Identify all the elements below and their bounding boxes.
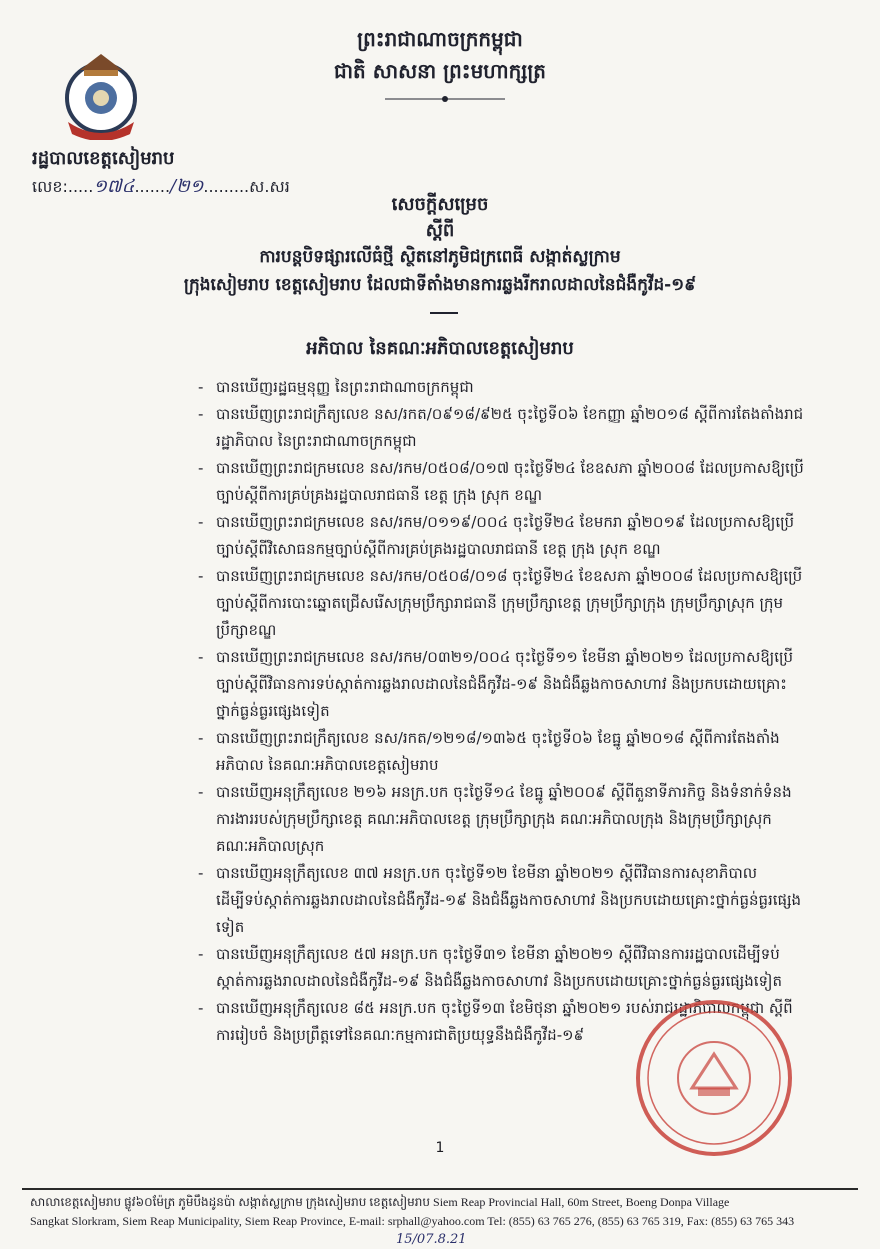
list-item: - បានឃើញព្រះរាជក្រឹត្យលេខ នស/រកត/០៩១៨/៩២៥ ចុះថ្ងៃទី០៦ ខែកញ្ញា ឆ្នាំ២០១៨ ស្តីពីការតែងតាំងរាជរដ្ឋាភិបាល នៃព្រះរាជាណាចក្រកម្ពុជា <box>198 405 804 450</box>
list-item: - បានឃើញព្រះរាជក្រមលេខ នស/រកម/០៣២១/០០៤ ចុះថ្ងៃទី១១ ខែមីនា ឆ្នាំ២០២១ ដែលប្រកាសឱ្យប្រើច្បាប់ស្តីពីវិធានការទប់ស្កាត់ការឆ្លងរាលដាលនៃជំងឺកូវីដ-១៩ និងជំងឺឆ្លងកាចសាហាវ និងប្រកបដោយគ្រោះថ្នាក់ធ្ងន់ធ្ងរផ្សេងទៀត <box>198 648 793 720</box>
kingdom-motto: ជាតិ សាសនា ព្រះមហាក្សត្រ <box>334 59 546 83</box>
official-stamp-icon <box>632 996 796 1160</box>
reference-number-handwritten: ១៧៤ <box>93 176 135 197</box>
legal-basis-list <box>198 374 808 1049</box>
reference-code: ស.សរ <box>249 177 290 196</box>
reference-number: លេខ:.....១៧៤......./២១.........ស.សរ <box>32 176 290 197</box>
page-number: 1 <box>435 1140 445 1156</box>
kingdom-title: ព្រះរាជាណាចក្រកម្ពុជា <box>357 27 523 51</box>
authority-heading: អភិបាល នៃគណៈអភិបាលខេត្តសៀមរាប <box>306 338 574 359</box>
list-item: - បានឃើញព្រះរាជក្រឹត្យលេខ នស/រកត/១២១៨/១៣៦៥ ចុះថ្ងៃទី០៦ ខែធ្នូ ឆ្នាំ២០១៨ ស្តីពីការតែងតាំងអភិបាល នៃគណៈអភិបាលខេត្តសៀមរាប <box>198 729 780 774</box>
ornament-divider <box>385 94 505 104</box>
footer-address-line-1: សាលាខេត្តសៀមរាប ផ្លូវ៦០ម៉ែត្រ ភូមិបឹងដូនប៉ា សង្កាត់ស្លក្រាម ក្រុងសៀមរាប ខេត្តសៀមរាប Siem Reap Provincial Hall, 60m Street, Boeng Donpa Village <box>30 1195 730 1209</box>
handwritten-date: 15/07.8.21 <box>396 1232 467 1247</box>
reference-label: លេខ: <box>32 177 68 196</box>
list-item: - បានឃើញអនុក្រឹត្យលេខ ៥៧ អនក្រ.បក ចុះថ្ងៃទី៣១ ខែមីនា ឆ្នាំ២០២១ ស្តីពីវិធានការរដ្ឋបាលដើម្បីទប់ស្កាត់ការឆ្លងរាលដាលនៃជំងឺកូវីដ-១៩ និងជំងឺឆ្លងកាចសាហាវ និងប្រកបដោយគ្រោះថ្នាក់ធ្ងន់ធ្ងរផ្សេងទៀត <box>198 945 783 990</box>
list-item: - បានឃើញព្រះរាជក្រមលេខ នស/រកម/០១១៩/០០៤ ចុះថ្ងៃទី២៤ ខែមករា ឆ្នាំ២០១៩ ដែលប្រកាសឱ្យប្រើច្បាប់ស្តីពីវិសោធនកម្មច្បាប់ស្តីពីការគ្រប់គ្រងរដ្ឋបាលរាជធានី ខេត្ត ក្រុង ស្រុក ខណ្ឌ <box>198 513 795 558</box>
list-item: - បានឃើញរដ្ឋធម្មនុញ្ញ នៃព្រះរាជាណាចក្រកម្ពុជា <box>198 378 474 396</box>
reference-year: /២១ <box>170 176 204 197</box>
provincial-seal-icon <box>60 48 142 140</box>
list-item: - បានឃើញព្រះរាជក្រមលេខ នស/រកម/០៥០៨/០១៧ ចុះថ្ងៃទី២៤ ខែឧសភា ឆ្នាំ២០០៨ ដែលប្រកាសឱ្យប្រើច្បាប់ស្តីពីការគ្រប់គ្រងរដ្ឋបាលរាជធានី ខេត្ត ក្រុង ស្រុក ខណ្ឌ <box>198 459 804 504</box>
subject-line-2: ក្រុងសៀមរាប ខេត្តសៀមរាប ដែលជាទីតាំងមានការឆ្លងរីករាលដាលនៃជំងឺកូវីដ-១៩ <box>183 275 697 295</box>
list-item: - បានឃើញអនុក្រឹត្យលេខ ៨៥ អនក្រ.បក ចុះថ្ងៃទី១៣ ខែមិថុនា ឆ្នាំ២០២១ របស់រាជរដ្ឋាភិបាលកម្ពុជា ស្តីពីការរៀបចំ និងប្រព្រឹត្តទៅនៃគណៈកម្មការជាតិប្រយុទ្ធនឹងជំងឺកូវីដ-១៩ <box>198 999 793 1044</box>
document-on: ស្តីពី <box>425 220 455 241</box>
list-item: - បានឃើញអនុក្រឹត្យលេខ ២១៦ អនក្រ.បក ចុះថ្ងៃទី១៤ ខែធ្នូ ឆ្នាំ២០០៩ ស្តីពីតួនាទីភារកិច្ច និងទំនាក់ទំនងការងាររបស់ក្រុមប្រឹក្សាខេត្ត គណៈអភិបាលខេត្ត ក្រុមប្រឹក្សាក្រុង គណៈអភិបាលក្រុង និងក្រុមប្រឹក្សាស្រុក គណៈអភិបាលស្រុក <box>198 783 792 855</box>
footer-address-line-2: Sangkat Slorkram, Siem Reap Municipality, Siem Reap Province, E-mail: srphall@yahoo.com Tel: (855) 63 765 276, (855) 63 765 319, Fax: (855) 63 765 343 <box>30 1214 795 1228</box>
issuing-authority: រដ្ឋបាលខេត្តសៀមរាប <box>32 148 175 169</box>
footer-divider <box>22 1188 858 1190</box>
document-type: សេចក្តីសម្រេច <box>391 194 489 215</box>
list-item: - បានឃើញព្រះរាជក្រមលេខ នស/រកម/០៥០៨/០១៨ ចុះថ្ងៃទី២៤ ខែឧសភា ឆ្នាំ២០០៨ ដែលប្រកាសឱ្យប្រើច្បាប់ស្តីពីការបោះឆ្នោតជ្រើសរើសក្រុមប្រឹក្សារាជធានី ក្រុមប្រឹក្សាខេត្ត ក្រុមប្រឹក្សាក្រុង ក្រុមប្រឹក្សាស្រុក ក្រុមប្រឹក្សាខណ្ឌ <box>198 567 803 639</box>
subject-line-1: ការបន្តបិទផ្សារលើធំថ្មី ស្ថិតនៅភូមិជក្រពេធី សង្កាត់ស្លក្រាម <box>259 247 621 267</box>
title-divider <box>430 312 458 314</box>
list-item: - បានឃើញអនុក្រឹត្យលេខ ៣៧ អនក្រ.បក ចុះថ្ងៃទី១២ ខែមីនា ឆ្នាំ២០២១ ស្តីពីវិធានការសុខាភិបាល ដើម្បីទប់ស្កាត់ការឆ្លងរាលដាលនៃជំងឺកូវីដ-១៩ និងជំងឺឆ្លងកាចសាហាវ និងប្រកបដោយគ្រោះថ្នាក់ធ្ងន់ធ្ងរផ្សេងទៀត <box>198 864 802 936</box>
